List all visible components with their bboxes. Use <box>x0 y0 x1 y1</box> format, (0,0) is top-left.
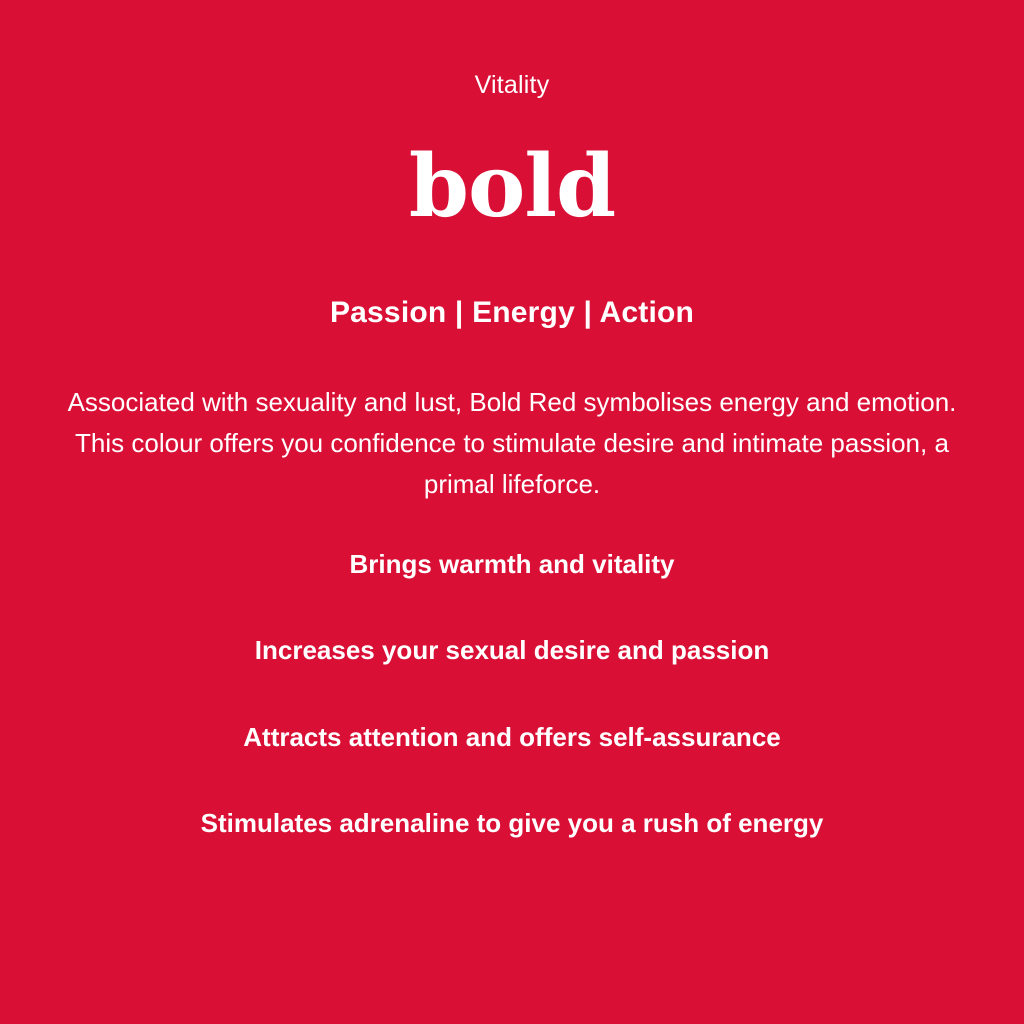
keywords-line: Passion | Energy | Action <box>329 296 695 329</box>
list-item: Stimulates adrenaline to give you a rush of energy <box>200 807 824 838</box>
description-paragraph: Associated with sexuality and lust, Bold Red symbolises energy and emotion. This colour offers you confidence to stimulate desire and intimate passion, a primal lifeforce. <box>67 387 957 500</box>
list-item: Brings warmth and vitality <box>349 549 675 580</box>
benefits-list <box>48 549 976 839</box>
wordmark-title: bold <box>408 136 616 237</box>
list-item: Attracts attention and offers self-assurance <box>243 721 781 752</box>
list-item: Increases your sexual desire and passion <box>254 635 770 666</box>
eyebrow-label: Vitality <box>474 71 550 99</box>
